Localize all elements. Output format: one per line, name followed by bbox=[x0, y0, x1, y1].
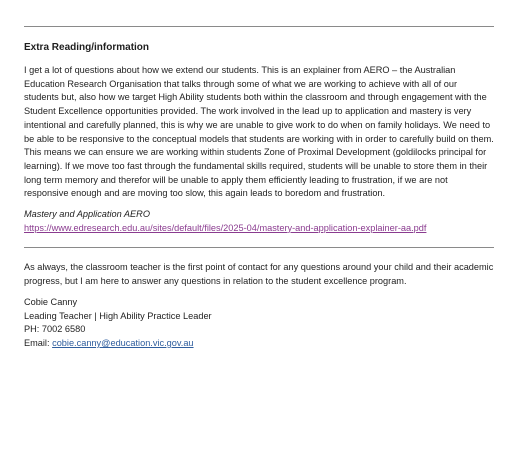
newsletter-section bbox=[24, 26, 494, 351]
signature-block bbox=[24, 296, 494, 351]
closing-paragraph: As always, the classroom teacher is the first point of contact for any questions around your child and their academic progress, but I am here to answer any questions in relation to the student excellence program. bbox=[24, 262, 494, 287]
email-link[interactable]: cobie.canny@education.vic.gov.au bbox=[52, 337, 194, 348]
section-heading: Extra Reading/information bbox=[24, 42, 150, 53]
signature-name: Cobie Canny bbox=[24, 296, 78, 307]
email-label: Email: bbox=[24, 337, 53, 348]
body-paragraph: I get a lot of questions about how we extend our students. This is an explainer from AERO – the Australian Education Research Organisation that talks through some of what we are working to achieve with all of our students but, also how we target High Ability students both within the classroom and through engagement with the Student Excellence opportunities provided. The work involved in the lead up to application and mastery is very intentional and carefully planned, this is why we are unable to give work to do when on family holidays. We need to be able to be responsive to the conceptual models that students are working with in order to carefully build on them. This means we can ensure we are working within students Zone of Proximal Development (goldilocks principal for learning). If we move too fast through the fundamental skills required, students will be unable to store them in their long term memory and therefor will be unable to apply them efficiently leading to frustration, if we are not responsive enough and are moving too slow, this again leads to boredom and frustration. bbox=[24, 65, 494, 199]
signature-role: Leading Teacher | High Ability Practice Leader bbox=[24, 310, 212, 321]
signature-email-line bbox=[24, 337, 494, 351]
signature-phone: PH: 7002 6580 bbox=[24, 324, 86, 335]
reference-title: Mastery and Application AERO bbox=[24, 209, 150, 220]
top-divider bbox=[24, 26, 494, 27]
reference-link[interactable]: https://www.edresearch.edu.au/sites/default/files/2025-04/mastery-and-application-explainer-aa.pdf bbox=[24, 222, 427, 233]
middle-divider bbox=[24, 247, 494, 248]
